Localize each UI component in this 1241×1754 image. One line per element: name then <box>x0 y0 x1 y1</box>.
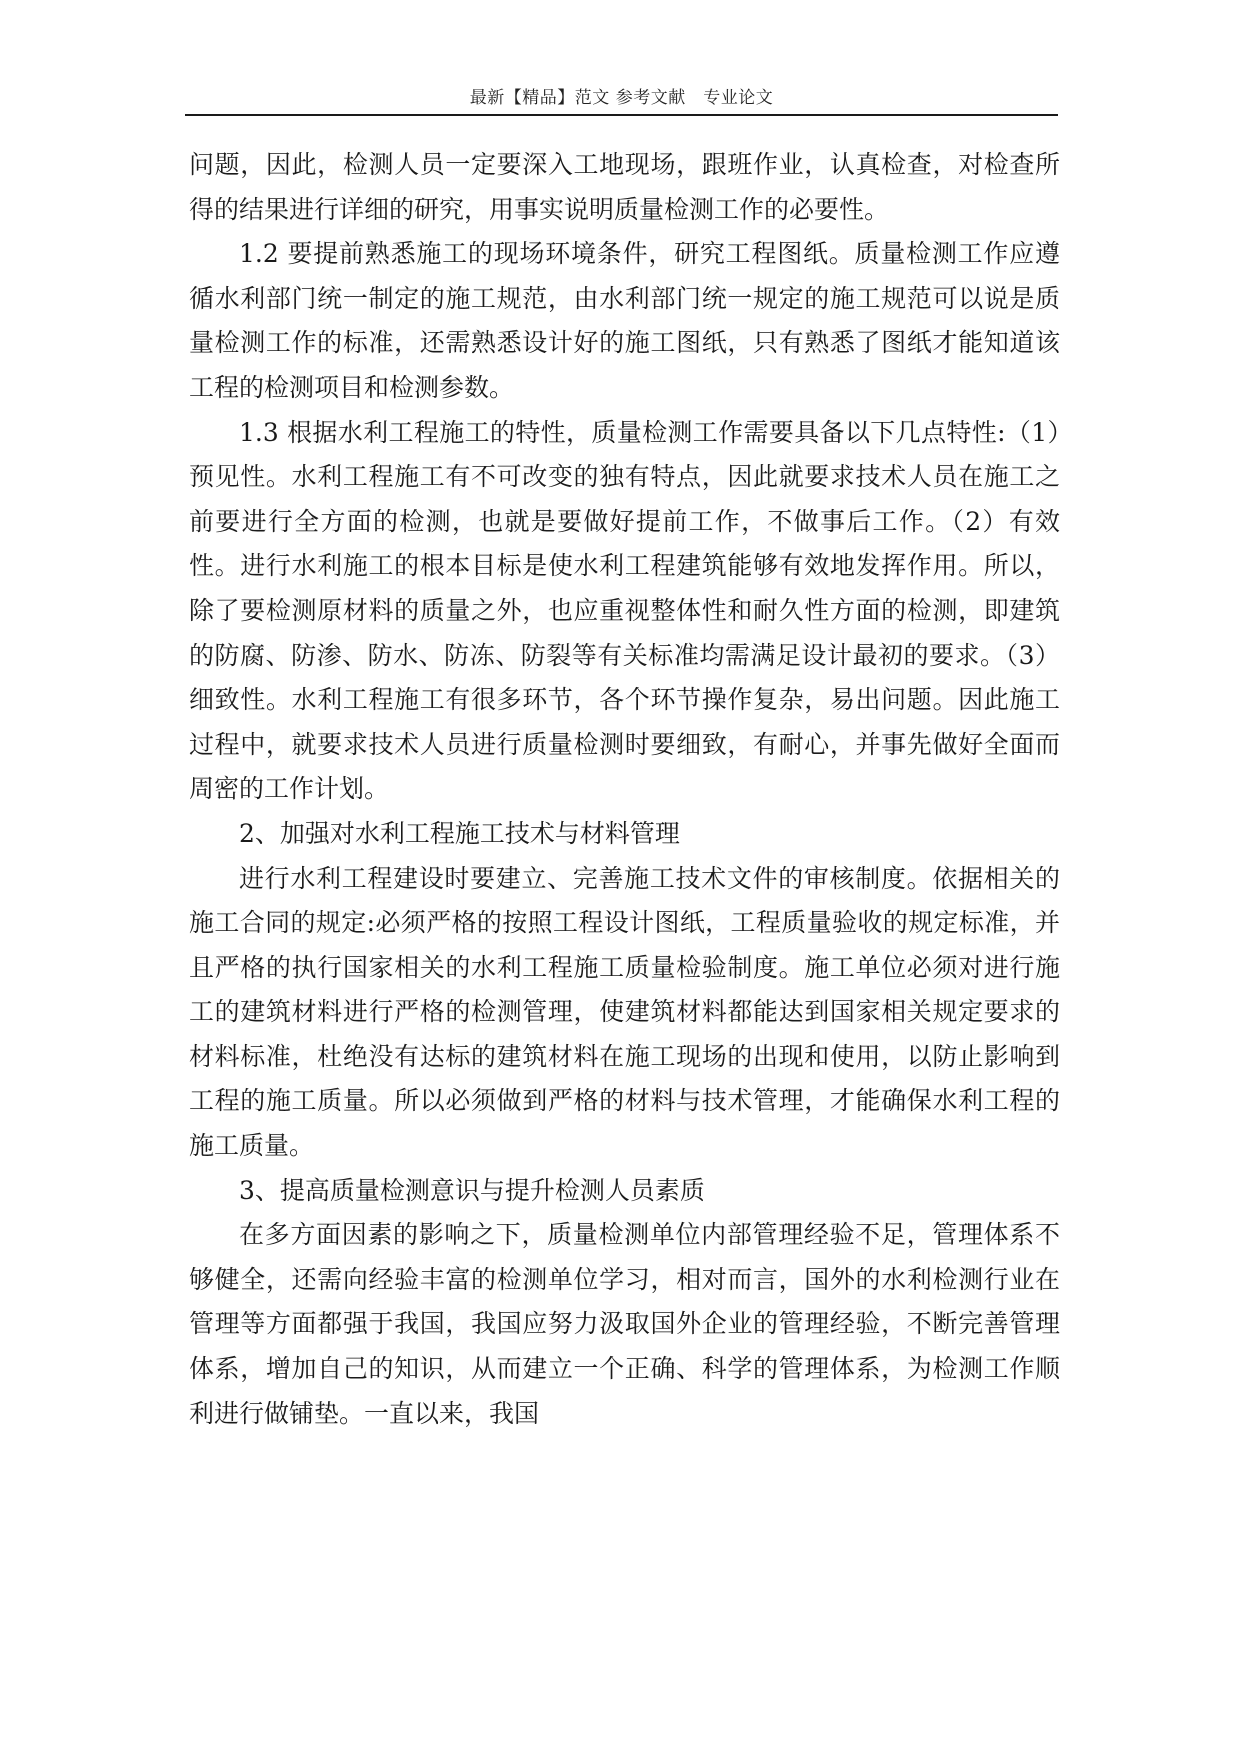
paragraph-continuation: 问题，因此，检测人员一定要深入工地现场，跟班作业，认真检查，对检查所得的结果进行详细的研究，用事实说明质量检测工作的必要性。 <box>189 150 1060 224</box>
paragraph-1-3: 1.3 根据水利工程施工的特性，质量检测工作需要具备以下几点特性:（1）预见性。水利工程施工有不可改变的独有特点，因此就要求技术人员在施工之前要进行全方面的检测，也就是要做好提前工作，不做事后工作。（2）有效性。进行水利施工的根本目标是使水利工程建筑能够有效地发挥作用。所以，除了要检测原材料的质量之外，也应重视整体性和耐久性方面的检测，即建筑的防腐、防渗、防水、防冻、防裂等有关标准均需满足设计最初的要求。（3）细致性。水利工程施工有很多环节，各个环节操作复杂，易出问题。因此施工过程中，就要求技术人员进行质量检测时要细致，有耐心，并事先做好全面而周密的工作计划。 <box>189 417 1060 804</box>
paragraph-section-3: 在多方面因素的影响之下，质量检测单位内部管理经验不足，管理体系不够健全，还需向经验丰富的检测单位学习，相对而言，国外的水利检测行业在管理等方面都强于我国，我国应努力汲取国外企业的管理经验，不断完善管理体系，增加自己的知识，从而建立一个正确、科学的管理体系，为检测工作顺利进行做铺垫。一直以来，我国 <box>189 1220 1060 1428</box>
section-heading-3: 3、提高质量检测意识与提升检测人员素质 <box>239 1175 705 1205</box>
document-body <box>189 143 1060 1436</box>
paragraph-1-2: 1.2 要提前熟悉施工的现场环境条件，研究工程图纸。质量检测工作应遵循水利部门统一制定的施工规范，由水利部门统一规定的施工规范可以说是质量检测工作的标准，还需熟悉设计好的施工图纸，只有熟悉了图纸才能知道该工程的检测项目和检测参数。 <box>189 239 1060 402</box>
header-divider <box>185 114 1058 116</box>
section-heading-2: 2、加强对水利工程施工技术与材料管理 <box>239 818 680 848</box>
paragraph-section-2: 进行水利工程建设时要建立、完善施工技术文件的审核制度。依据相关的施工合同的规定:必须严格的按照工程设计图纸，工程质量验收的规定标准，并且严格的执行国家相关的水利工程施工质量检验制度。施工单位必须对进行施工的建筑材料进行严格的检测管理，使建筑材料都能达到国家相关规定要求的材料标准，杜绝没有达标的建筑材料在施工现场的出现和使用，以防止影响到工程的施工质量。所以必须做到严格的材料与技术管理，才能确保水利工程的施工质量。 <box>189 863 1060 1161</box>
page-header: 最新【精品】范文 参考文献 专业论文 <box>469 88 774 108</box>
